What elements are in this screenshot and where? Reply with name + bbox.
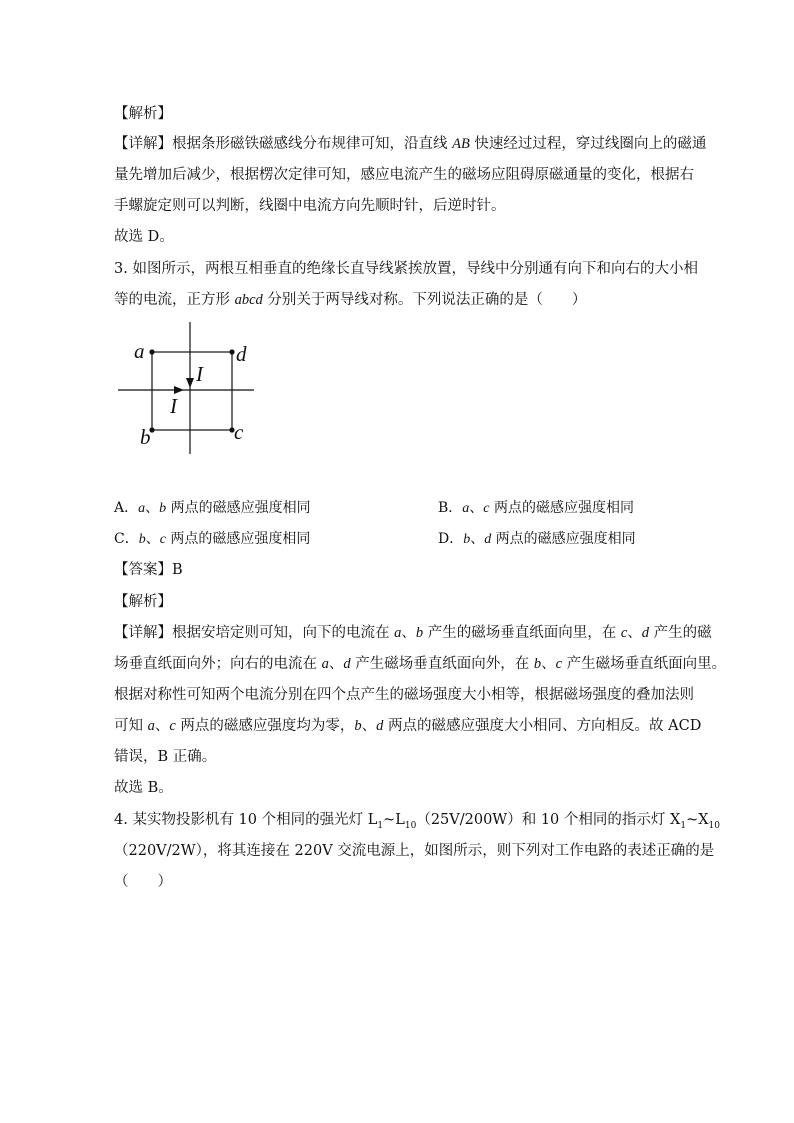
detail-line: 量先增加后减少，根据楞次定律可知，感应电流产生的磁场应阻碍原磁通量的变化，根据右 <box>114 167 694 183</box>
detail-tag: 【详解】 <box>114 625 172 641</box>
detail-line: 根据对称性可知两个电流分别在四个点产生的磁场强度大小相等，根据磁场强度的叠加法则 <box>114 687 694 703</box>
detail-line: 手螺旋定则可以判断，线圈中电流方向先顺时针，后逆时针。 <box>114 198 506 214</box>
right-arrow-icon <box>174 386 184 394</box>
option-a[interactable]: A．a、b 两点的磁感应强度相同 <box>114 500 311 516</box>
point-a <box>149 349 154 354</box>
label-b: b <box>140 425 151 449</box>
option-b[interactable]: B．a、c 两点的磁感应强度相同 <box>438 500 634 516</box>
label-d: d <box>236 342 247 366</box>
detail-line: 【详解】根据条形磁铁磁感线分布规律可知，沿直线 AB 快速经过过程，穿过线圈向上的磁通 <box>114 136 707 152</box>
square-abcd <box>152 352 232 430</box>
down-arrow-icon <box>186 378 194 388</box>
detail-line: 错误，B 正确。 <box>114 749 217 765</box>
analysis-tag-3: 【解析】 <box>114 594 172 610</box>
label-current-vertical: I <box>196 362 203 386</box>
question-3-stem: 等的电流，正方形 abcd 分别关于两导线对称。下列说法正确的是（ ） <box>114 292 587 308</box>
label-c: c <box>234 420 244 444</box>
answer-value: B <box>172 562 183 578</box>
point-d <box>229 349 234 354</box>
detail-line: 场垂直纸面向外；向右的电流在 a、d 产生磁场垂直纸面向外，在 b、c 产生磁场垂直纸面向里。 <box>114 656 727 672</box>
question-4-stem: （ ） <box>114 874 172 890</box>
label-current-horizontal: I <box>170 394 177 418</box>
detail-line: 可知 a、c 两点的磁感应强度均为零，b、d 两点的磁感应强度大小相同、方向相反。故 ACD <box>114 718 702 734</box>
analysis-tag-1: 【解析】 <box>114 106 172 122</box>
detail-line: 【详解】根据安培定则可知，向下的电流在 a、b 产生的磁场垂直纸面向里，在 c、d 产生的磁 <box>114 625 712 641</box>
answer-line <box>114 560 183 580</box>
answer-tag: 【答案】 <box>114 562 172 578</box>
wire-square-figure <box>110 318 260 458</box>
label-a: a <box>134 339 145 363</box>
conclusion: 故选 B。 <box>114 780 173 796</box>
detail-tag: 【详解】 <box>114 136 172 152</box>
option-d[interactable]: D．b、d 两点的磁感应强度相同 <box>438 531 636 547</box>
question-4-stem: 4. 某实物投影机有 10 个相同的强光灯 $L_1\sim L_{10}(25V/200W)$和 10 个相同的指示灯 $X_1\sim X_{10}$ <box>114 812 720 831</box>
question-4-stem: （220V/2W），将其连接在 220V 交流电源上，如图所示，则下列对工作电路的表述正确的是 <box>114 843 715 859</box>
question-3-stem: 3. 如图所示，两根互相垂直的绝缘长直导线紧挨放置，导线中分别通有向下和向右的大小相 <box>114 261 698 277</box>
conclusion: 故选 D。 <box>114 229 174 245</box>
option-c[interactable]: C．b、c 两点的磁感应强度相同 <box>114 531 311 547</box>
